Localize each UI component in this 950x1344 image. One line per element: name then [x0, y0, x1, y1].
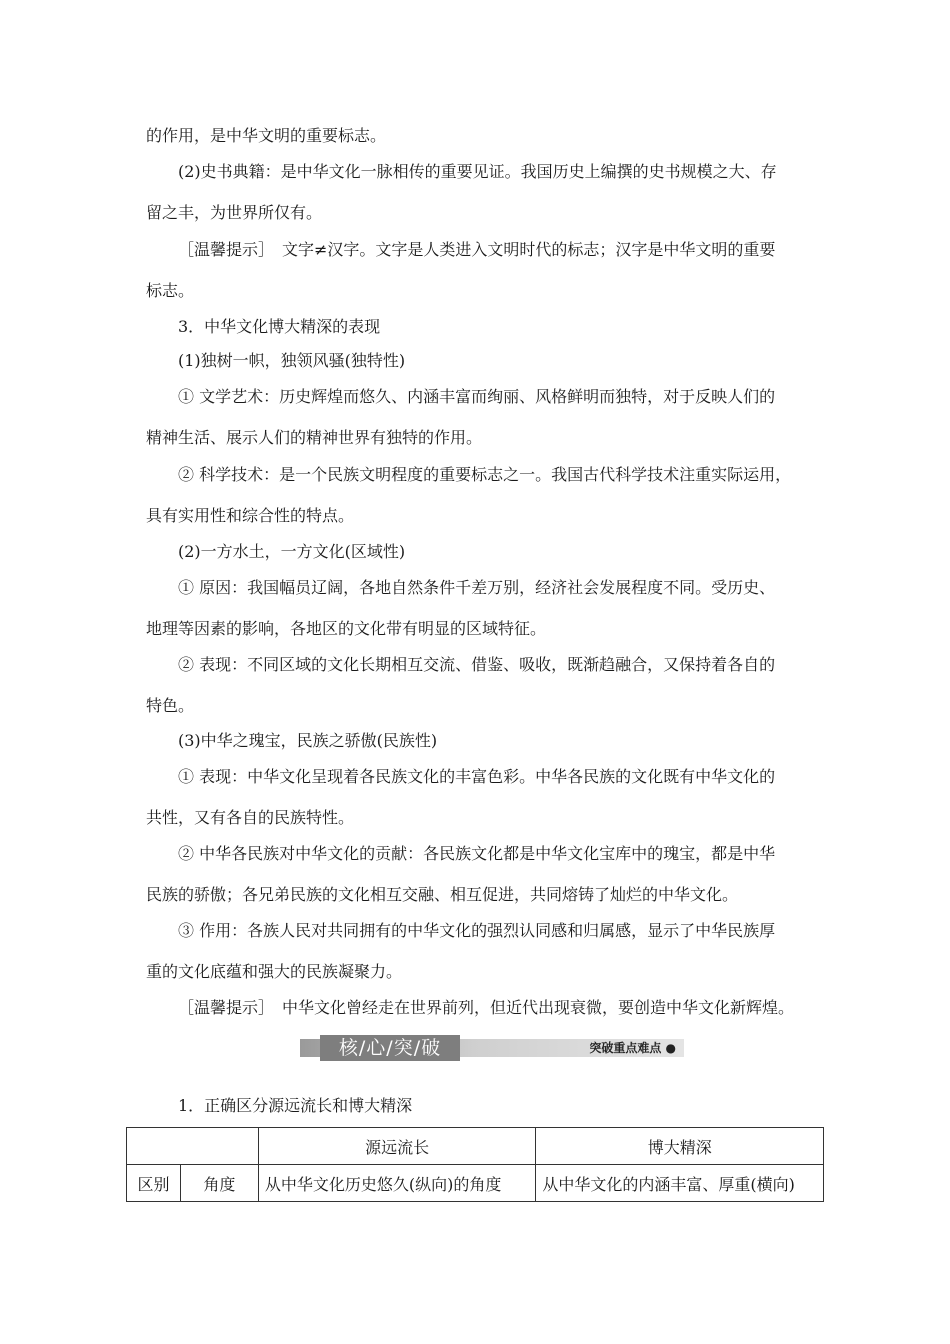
subsection-heading: (1)独树一帜，独领风骚(独特性)	[178, 351, 406, 370]
table-row	[127, 1165, 824, 1202]
table-cell: 从中华文化历史悠久(纵向)的角度	[258, 1165, 536, 1202]
dot-icon: ●	[661, 1041, 676, 1055]
text-line: 的作用，是中华文明的重要标志。	[146, 126, 387, 145]
table-header-cell	[127, 1128, 259, 1165]
text-line: ① 原因：我国幅员辽阔，各地自然条件千差万别，经济社会发展程度不同。受历史、	[178, 578, 776, 597]
banner-subtitle-text: 突破重点难点	[589, 1041, 662, 1055]
table-cell: 角度	[180, 1165, 258, 1202]
text-line: ① 文学艺术：历史辉煌而悠久、内涵丰富而绚丽、风格鲜明而独特，对于反映人们的	[178, 387, 776, 406]
text-line: ② 中华各民族对中华文化的贡献：各民族文化都是中华文化宝库中的瑰宝，都是中华	[178, 844, 776, 863]
banner-title: 核/心/突/破	[320, 1035, 460, 1061]
text-line: ② 科学技术：是一个民族文明程度的重要标志之一。我国古代科学技术注重实际运用，	[178, 465, 792, 484]
tip-line: ［温馨提示］ 中华文化曾经走在世界前列，但近代出现衰微，要创造中华文化新辉煌。	[178, 998, 795, 1017]
text-line: ① 表现：中华文化呈现着各民族文化的丰富色彩。中华各民族的文化既有中华文化的	[178, 767, 776, 786]
table-header-cell: 源远流长	[258, 1128, 536, 1165]
section-heading: 1．正确区分源远流长和博大精深	[178, 1096, 413, 1115]
text-line: (2)史书典籍：是中华文化一脉相传的重要见证。我国历史上编撰的史书规模之大、存	[178, 162, 777, 181]
text-line: 特色。	[146, 696, 195, 715]
text-line: 重的文化底蕴和强大的民族凝聚力。	[146, 962, 403, 981]
table-header-row	[127, 1128, 824, 1165]
tip-line: ［温馨提示］ 文字≠汉字。文字是人类进入文明时代的标志；汉字是中华文明的重要	[178, 240, 776, 259]
text-line: 地理等因素的影响，各地区的文化带有明显的区域特征。	[146, 619, 547, 638]
banner-subtitle	[589, 1039, 676, 1057]
subsection-heading: (2)一方水土，一方文化(区域性)	[178, 542, 406, 561]
text-line: 具有实用性和综合性的特点。	[146, 506, 355, 525]
table-cell: 区别	[127, 1165, 181, 1202]
text-line: ② 表现：不同区域的文化长期相互交流、借鉴、吸收，既渐趋融合，又保持着各自的	[178, 655, 776, 674]
text-line: ③ 作用：各族人民对共同拥有的中华文化的强烈认同感和归属感，显示了中华民族厚	[178, 921, 776, 940]
text-line: 标志。	[146, 281, 195, 300]
text-line: 民族的骄傲；各兄弟民族的文化相互交融、相互促进，共同熔铸了灿烂的中华文化。	[146, 885, 739, 904]
comparison-table	[126, 1127, 824, 1202]
subsection-heading: (3)中华之瑰宝，民族之骄傲(民族性)	[178, 731, 438, 750]
text-line: 共性，又有各自的民族特性。	[146, 808, 355, 827]
table-cell: 从中华文化的内涵丰富、厚重(横向)	[536, 1165, 824, 1202]
text-line: 精神生活、展示人们的精神世界有独特的作用。	[146, 428, 483, 447]
table-header-cell: 博大精深	[536, 1128, 824, 1165]
section-heading: 3．中华文化博大精深的表现	[178, 317, 381, 336]
section-banner	[300, 1035, 684, 1061]
text-line: 留之丰，为世界所仅有。	[146, 203, 323, 222]
